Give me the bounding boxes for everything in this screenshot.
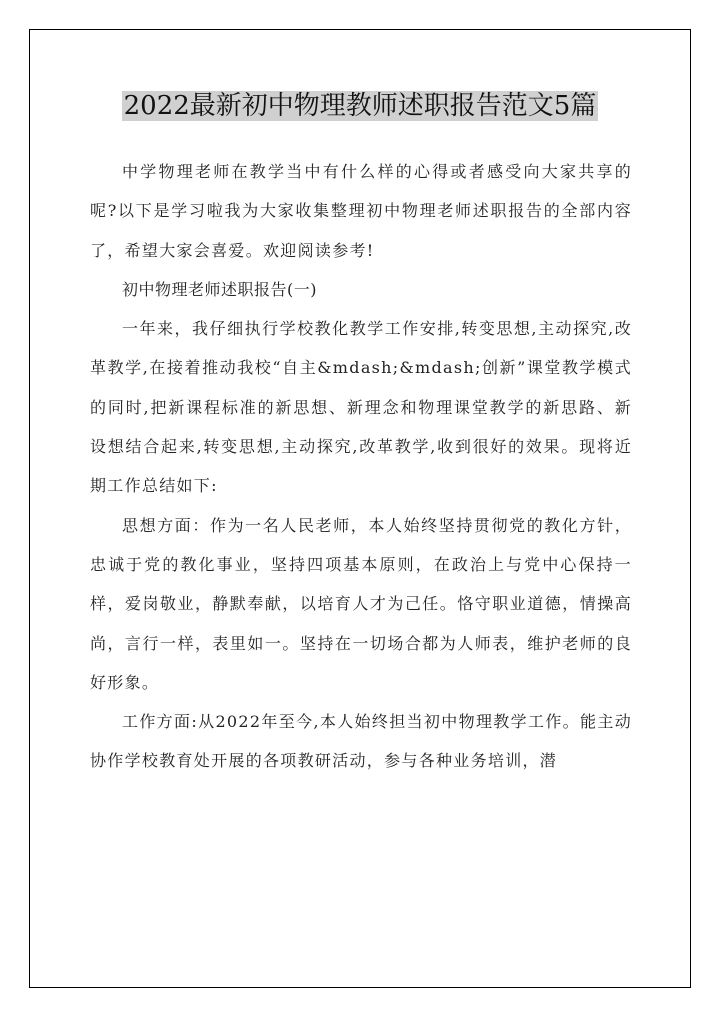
section-heading: 初中物理老师述职报告(一): [122, 279, 317, 299]
document-title: [0, 87, 720, 125]
document-title-text: 2022最新初中物理教师述职报告范文5篇: [123, 91, 597, 121]
work-paragraph: 工作方面:从2022年至今,本人始终担当初中物理教学工作。能主动协作学校教育处开展的各项教研活动，参与各种业务培训，潜: [90, 712, 632, 771]
document-body: [90, 152, 632, 781]
thought-paragraph: 思想方面：作为一名人民老师，本人始终坚持贯彻党的教化方针，忠诚于党的教化事业，坚持四项基本原则，在政治上与党中心保持一样，爱岗敬业，静默奉献，以培育人才为己任。恪守职业道德，情操高尚，言行一样，表里如一。坚持在一切场合都为人师表，维护老师的良好形象。: [90, 515, 632, 692]
summary-paragraph: 一年来，我仔细执行学校教化教学工作安排,转变思想,主动探究,改革教学,在接着推动我校“自主&mdash;&mdash;创新”课堂教学模式的同时,把新课程标准的新思想、新理念和物理课堂教学的新思路、新设想结合起来,转变思想,主动探究,改革教学,收到很好的效果。现将近期工作总结如下:: [90, 319, 632, 496]
intro-paragraph: 中学物理老师在教学当中有什么样的心得或者感受向大家共享的呢?以下是学习啦我为大家收集整理初中物理老师述职报告的全部内容了，希望大家会喜爱。欢迎阅读参考!: [90, 162, 632, 260]
